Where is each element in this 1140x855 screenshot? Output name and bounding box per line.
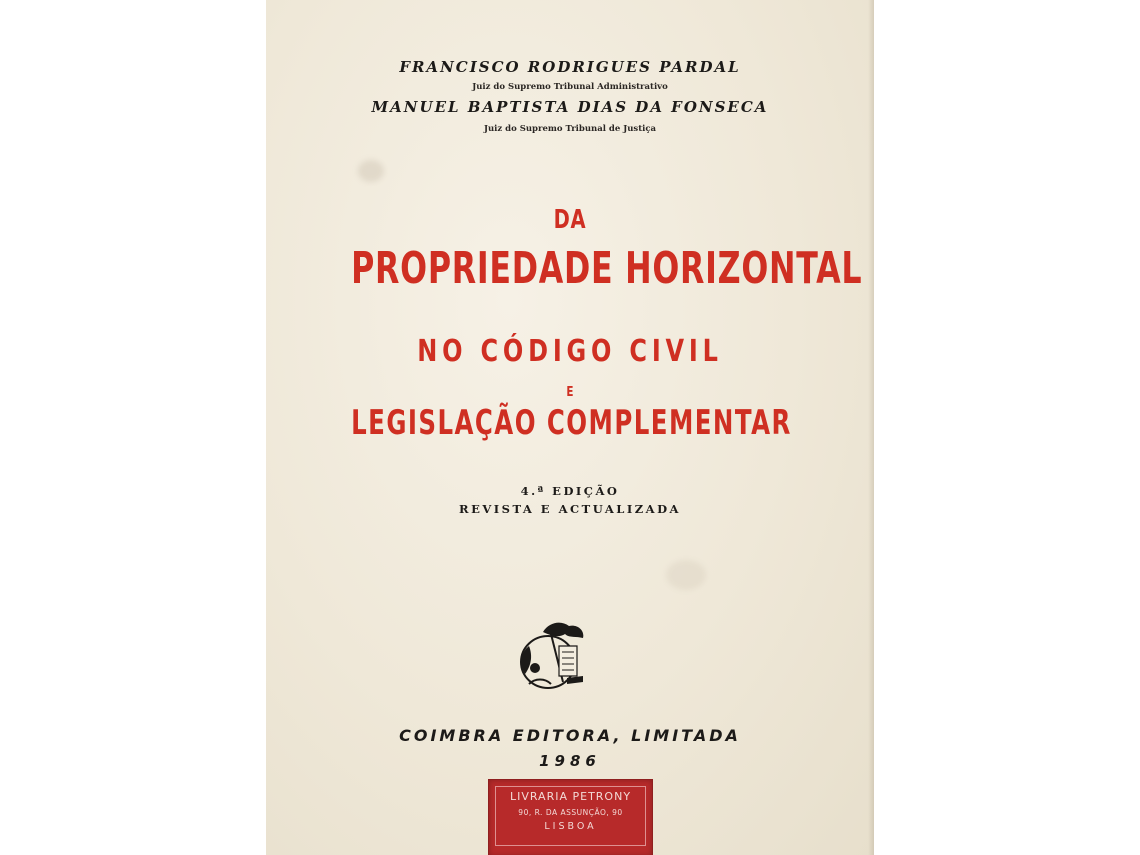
- title-legislation: LEGISLAÇÃO COMPLEMENTAR: [351, 403, 792, 443]
- title-conjunction: E: [566, 385, 574, 400]
- author-role-2: Juiz do Supremo Tribunal de Justiça: [483, 124, 657, 134]
- author-name-1: FRANCISCO RODRIGUES PARDAL: [399, 58, 741, 76]
- author-name-2: MANUEL BAPTISTA DIAS DA FONSECA: [371, 98, 769, 116]
- paper-stain: [666, 560, 706, 590]
- title-da: DA: [553, 205, 587, 235]
- title-subtitle: NO CÓDIGO CIVIL: [417, 334, 723, 369]
- author-role-1: Juiz do Supremo Tribunal Administrativo: [472, 82, 668, 92]
- sticker-address: 90, R. DA ASSUNÇÃO, 90: [518, 808, 623, 817]
- edition-revised: REVISTA E ACTUALIZADA: [459, 502, 681, 516]
- paper-stain: [358, 160, 384, 182]
- publisher-name: COIMBRA EDITORA, LIMITADA: [399, 726, 741, 745]
- publication-year: 1986: [539, 752, 601, 770]
- bookseller-sticker: [488, 779, 653, 855]
- title-main: PROPRIEDADE HORIZONTAL: [351, 243, 863, 294]
- sticker-shop-name: LIVRARIA PETRONY: [509, 790, 632, 803]
- edition-number: 4.ª EDIÇÃO: [520, 484, 620, 498]
- publisher-emblem-icon: [505, 612, 595, 696]
- book-cover: [266, 0, 874, 855]
- sticker-city: LISBOA: [544, 821, 597, 832]
